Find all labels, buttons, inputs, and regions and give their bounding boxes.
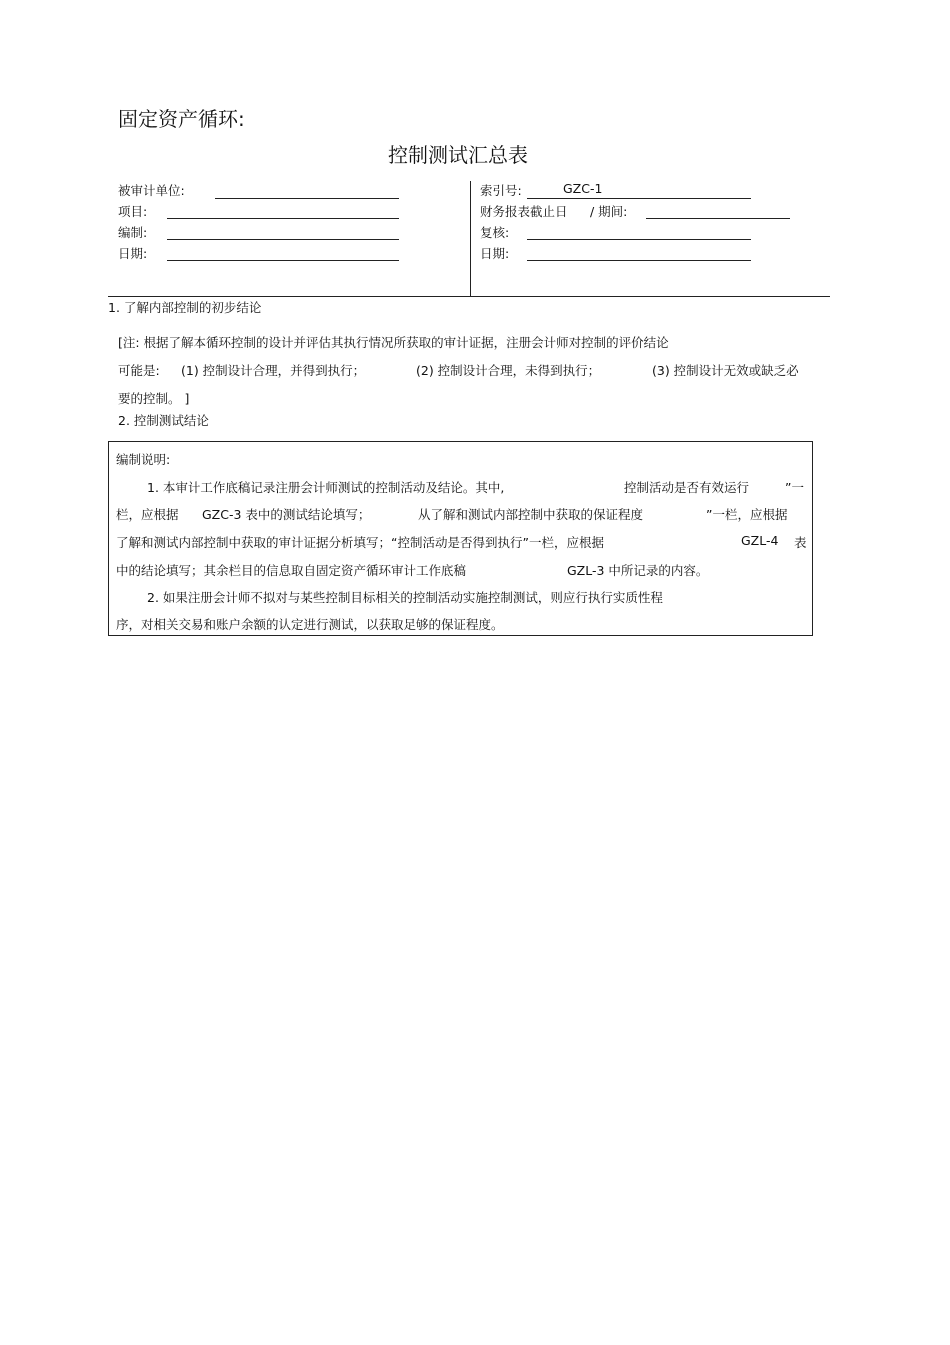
period-label-suffix: / 期间:	[590, 204, 628, 219]
date-label-right: 日期:	[480, 246, 510, 261]
instructions-p1-l3-c: 表	[794, 535, 807, 550]
section1-note-option3: (3) 控制设计无效或缺乏必	[652, 363, 799, 378]
instructions-p1-l2-b: GZC-3 表中的测试结论填写；	[202, 507, 371, 522]
date-field-right[interactable]	[527, 260, 751, 261]
instructions-p1-l3-b: GZL-4	[741, 533, 779, 548]
date-label-left: 日期:	[118, 246, 148, 261]
instructions-p1-l2-d: ”一栏，应根据	[706, 507, 788, 522]
project-field[interactable]	[167, 218, 399, 219]
instructions-p1-l2-c: 从了解和测试内部控制中获取的保证程度	[418, 507, 644, 522]
audited-unit-field[interactable]	[215, 198, 399, 199]
index-field[interactable]	[527, 198, 751, 199]
section-title: 固定资产循环:	[118, 107, 245, 131]
form-divider	[470, 181, 471, 296]
period-field[interactable]	[646, 218, 790, 219]
form-title: 控制测试汇总表	[388, 143, 528, 167]
instructions-p2-l2: 序，对相关交易和账户余额的认定进行测试，以获取足够的保证程度。	[116, 617, 504, 632]
section1-note-line3: 要的控制。 ]	[118, 391, 190, 406]
section1-note-option1: (1) 控制设计合理，并得到执行；	[181, 363, 366, 378]
instructions-p1-l1-c: ”一	[785, 480, 804, 495]
date-field-left[interactable]	[167, 260, 399, 261]
prepared-by-field[interactable]	[167, 239, 399, 240]
instructions-p1-l4-a: 中的结论填写；其余栏目的信息取自固定资产循环审计工作底稿	[116, 563, 467, 578]
instructions-p1-l1-a: 1. 本审计工作底稿记录注册会计师测试的控制活动及结论。其中,	[147, 480, 505, 495]
instructions-title: 编制说明:	[116, 452, 171, 467]
project-label: 项目:	[118, 204, 148, 219]
reviewed-by-label: 复核:	[480, 225, 510, 240]
instructions-p1-l2-a: 栏，应根据	[116, 507, 179, 522]
section1-note-option2: (2) 控制设计合理，未得到执行；	[416, 363, 601, 378]
instructions-p1-l4-b: GZL-3 中所记录的内容。	[567, 563, 709, 578]
reviewed-by-field[interactable]	[527, 239, 751, 240]
audited-unit-label: 被审计单位:	[118, 183, 185, 198]
section1-note-line2-a: 可能是:	[118, 363, 160, 378]
index-value: GZC-1	[563, 181, 603, 196]
instructions-p1-l1-b: 控制活动是否有效运行	[624, 480, 750, 495]
form-bottom-rule	[108, 296, 830, 297]
index-label: 索引号:	[480, 183, 522, 198]
instructions-p2-l1: 2. 如果注册会计师不拟对与某些控制目标相关的控制活动实施控制测试，则应行执行实质性程	[147, 590, 663, 605]
prepared-by-label: 编制:	[118, 225, 148, 240]
period-label: 财务报表截止日	[480, 204, 568, 219]
section2-heading: 2. 控制测试结论	[118, 413, 209, 428]
section1-note-line1: [注: 根据了解本循环控制的设计并评估其执行情况所获取的审计证据，注册会计师对控制的评价结论	[118, 335, 669, 350]
section1-heading: 1. 了解内部控制的初步结论	[108, 300, 262, 315]
instructions-p1-l3-a: 了解和测试内部控制中获取的审计证据分析填写；“控制活动是否得到执行”一栏，应根据	[116, 535, 604, 550]
